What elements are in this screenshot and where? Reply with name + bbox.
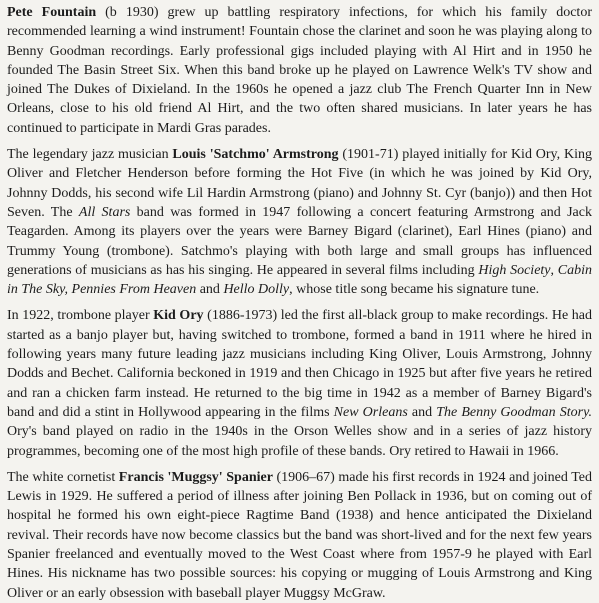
paragraph-muggsy-spanier	[7, 468, 592, 603]
text-segment: ,	[550, 262, 558, 278]
text-segment: (b 1930) grew up battling respiratory infections, for which his family doctor recommended learning a wind instrument! Fountain chose the clarinet and soon he was playing along to Benny Goodman recordings. Early professional gigs included playing with Al Hirt and in 1950 he founded The Basin Street Six. When this band broke up he played on Lawrence Welk's TV show and joined The Dukes of Dixieland. In the 1960s he opened a jazz club The French Quarter Inn in New Orleans, close to his old friend Al Hirt, and the two often shared musicians. In later years he has continued to participate in Mardi Gras parades.	[7, 5, 592, 136]
text-segment: band was formed in 1947 following a concert featuring Armstrong and Jack Teagarden. Among its players over the years were Barney Bigard (clarinet), Earl Hines (piano) and Trummy Young (trombone). Satchmo's playing with both large and small groups has influenced generations of musicians as has his singing. He appeared in several films including	[7, 204, 592, 278]
text-segment: In 1922, trombone player	[7, 308, 154, 324]
text-segment: and	[196, 282, 224, 298]
name-louis-armstrong: Louis 'Satchmo' Armstrong	[172, 147, 339, 163]
text-segment: The legendary jazz musician	[7, 147, 173, 163]
text-segment: Ory's band played on radio in the 1940s in the Orson Welles show and in a series of jazz history programmes, becoming one of the most high profile of these bands. Ory retired to Hawaii in 1966.	[7, 424, 592, 459]
title-new-orleans: New Orleans	[333, 404, 408, 420]
paragraph-kid-ory	[7, 306, 592, 460]
text-segment: (1906–67) made his first records in 1924 and joined Ted Lewis in 1929. He suffered a period of illness after joining Ben Pollack in 1936, but on coming out of hospital he formed his own eight-piece Ragtime Band (1938) and hence anticipated the Dixieland revival. Their records have now become classics but the band was short-lived and for the next few years Spanier freelanced and eventually moved to the West Coast where from 1957-9 he played with Earl Hines. His nickname has two possible sources: his copying or mugging of Louis Armstrong and King Oliver or an early obsession with baseball player Muggsy McGraw.	[7, 469, 593, 601]
paragraph-pete-fountain	[7, 3, 592, 138]
title-hello-dolly: Hello Dolly	[223, 282, 290, 298]
text-segment: (1886-1973) led the first all-black group to make recordings. He had started as a banjo player but, having switched to trombone, formed a band in 1911 where he hired in following years many future leading jazz musicians including King Oliver, Louis Armstrong, Johnny Dodds and Bechet. California beckoned in 1919 and then Chicago in 1925 but after five years he retired and ran a chicken farm instead. He returned to the big time in 1942 as a member of Barney Bigard's band and did a stint in Hollywood appearing in the films	[7, 308, 593, 420]
title-cabin-pennies: Cabin in The Sky, Pennies From Heaven	[7, 262, 592, 298]
name-muggsy-spanier: Francis 'Muggsy' Spanier	[118, 469, 273, 485]
text-segment: and	[407, 404, 437, 420]
name-pete-fountain: Pete Fountain	[7, 5, 97, 20]
title-high-society: High Society	[478, 262, 551, 278]
name-kid-ory: Kid Ory	[153, 308, 204, 324]
title-all-stars: All Stars	[78, 204, 131, 220]
paragraph-louis-armstrong	[7, 145, 592, 299]
text-segment: (1901-71) played initially for Kid Ory, King Oliver and Fletcher Henderson before forming the Hot Five (in which he was joined by Kid Ory, Johnny Dodds, his second wife Lil Hardin Armstrong (piano) and Johnny St. Cyr (banjo)) and then Hot Seven. The	[7, 147, 592, 220]
title-benny-goodman-story: The Benny Goodman Story.	[436, 404, 593, 420]
text-segment: , whose title song became his signature tune.	[289, 282, 540, 298]
text-segment: The white cornetist	[7, 469, 119, 485]
